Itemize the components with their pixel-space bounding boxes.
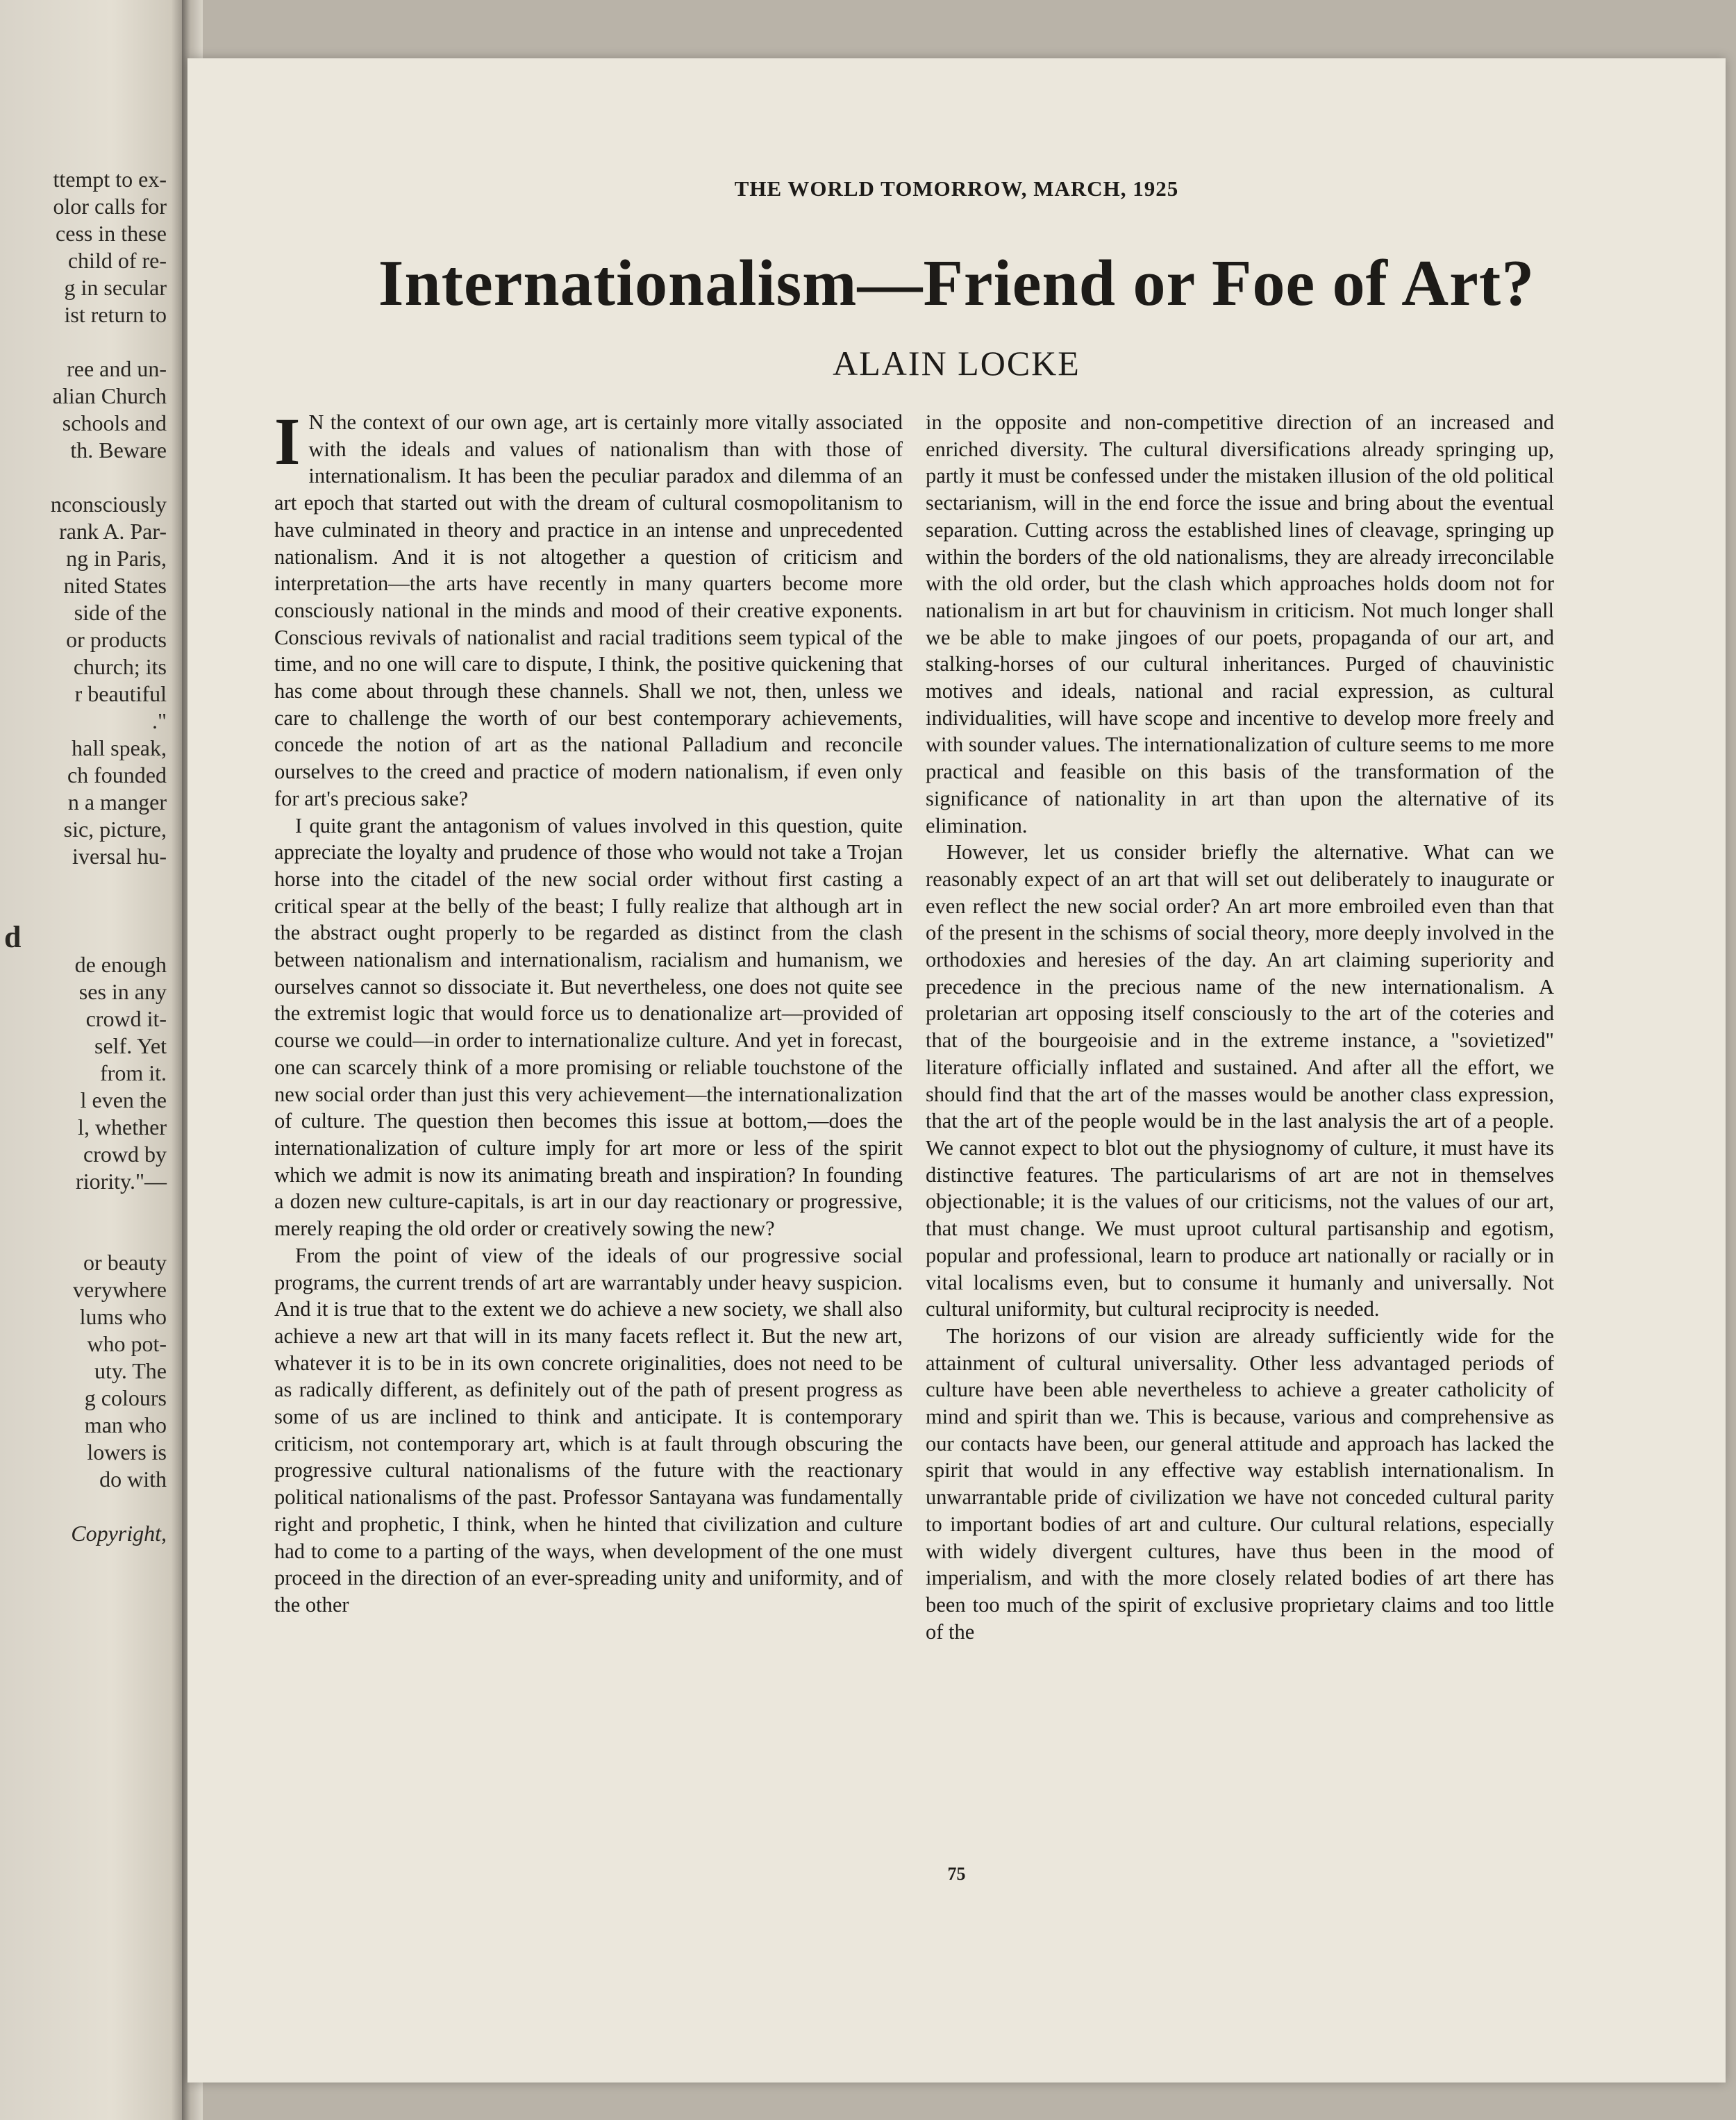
left-page-line: r beautiful bbox=[74, 681, 167, 706]
left-page-line: olor calls for bbox=[53, 194, 167, 219]
left-page-line: church; its bbox=[73, 654, 167, 679]
paragraph: From the point of view of the ideals of our progressive social programs, the current trends of art are warrantably under heavy suspicion. And it is true that to the extent we do achieve a new society, we shall also achieve a new art that will in its many facets reflect it. But the new art, whatever it is to be in its own concrete originalities, does not need to be as radically different, as definitely out of the path of present progress as some of us are inclined to think and anticipate. It is contemporary criticism, not contemporary art, which is at fault through obscuring the progressive cultural nationalisms of the future with the reactionary political nationalisms of the past. Professor Santayana was fundamentally right and prophetic, I think, when he hinted that civilization and culture had to come to a parting of the ways, when development of the one must proceed in the direction of an ever-spreading unity and uniformity, and of the other bbox=[274, 1243, 903, 1617]
left-page-line: ree and un- bbox=[67, 356, 167, 381]
left-page-line: alian Church bbox=[52, 383, 167, 408]
paragraph: The horizons of our vision are already sufficiently wide for the attainment of cultural universality. Other less advantaged periods of culture have been able nevertheless to achieve a greater catholicity of mind and spirit than we. This is because, various and comprehensive as our contacts have been, our general attitude and approach has lacked the spirit that would in any effective way establish internationalism. In unwarrantable pride of civilization we have not conceded cultural parity to important bodies of art and culture. Our cultural relations, especially with widely divergent cultures, have thus been in the mood of imperialism, and with the more closely related bodies of art there has been too much of the spirit of exclusive proprietary claims and too little of the bbox=[926, 1324, 1554, 1644]
left-page-line: man who bbox=[84, 1412, 167, 1437]
left-page-line: crowd by bbox=[83, 1142, 167, 1167]
article-title: Internationalism—Friend or Foe of Art? bbox=[378, 247, 1535, 319]
left-page-line: nited States bbox=[63, 573, 167, 598]
left-page-line: schools and bbox=[62, 410, 167, 435]
left-page-line: uty. The bbox=[94, 1358, 167, 1383]
left-page-line: iversal hu- bbox=[72, 844, 167, 869]
left-page-line: ." bbox=[151, 708, 167, 733]
paragraph: However, let us consider briefly the alternative. What can we reasonably expect of an art that will set out deliberately to inaugurate or even reflect the new social order? An art more embroiled even than that of the present in the schisms of social theory, more deeply involved in the orthodoxies and heresies of the day. An art claiming superiority and precedence in the precious name of the new internationalism. A proletarian art opposing itself consciously to the art of the coteries and that of the bourgeoisie and in the extreme instance, a "sovietized" literature officially inflated and sustained. And after all the effort, we should find that the art of the masses would be another class expression, that the art of the people would be in the last analysis the art of a people. We cannot expect to blot out the physiognomy of culture, it must have its distinctive features. The particularisms of art are not in themselves objectionable; it is the values of our criticisms, not the values of our art, that must change. We must uproot cultural partisanship and egotism, popular and professional, learn to produce art nationally or racially or in vital localisms even, but to consume it humanly and universally. Not cultural uniformity, but cultural reciprocity is needed. bbox=[926, 840, 1554, 1321]
left-page-line: d bbox=[4, 920, 22, 954]
left-page-line: riority."— bbox=[76, 1169, 167, 1194]
left-page-line: ses in any bbox=[78, 979, 167, 1004]
article-author: ALAIN LOCKE bbox=[833, 344, 1080, 383]
text-column-left bbox=[274, 404, 903, 1619]
left-page-line: de enough bbox=[74, 952, 167, 977]
left-page-line: verywhere bbox=[72, 1277, 167, 1302]
left-page-line: crowd it- bbox=[85, 1006, 167, 1031]
left-page-line: g in secular bbox=[64, 275, 167, 300]
left-page-line: who pot- bbox=[87, 1331, 167, 1356]
paragraph: in the opposite and non-competitive direction of an increased and enriched diversity. The cultural diversifications already springing up, partly it must be confessed under the mistaken illusion of the old political sectarianism, will in the end force the issue and bring about the eventual separation. Cutting across the established lines of cleavage, springing up within the borders of the old nationalisms, they are already irreconcilable with the old order, but the clash which approaches holds doom not for nationalism in art but for chauvinism in criticism. Not much longer shall we be able to make jingoes of our poets, propaganda of our art, and stalking-horses of our cultural inheritances. Purged of chauvinistic motives and ideals, national and racial expression, as cultural individualities, will have scope and incentive to develop more freely and with sounder values. The internationalization of culture seems to me more practical and feasible on this basis of the transformation of the significance of nationality in art than upon the alternative of its elimination. bbox=[926, 410, 1554, 837]
left-page-line: n a manger bbox=[67, 790, 167, 815]
page-number: 75 bbox=[947, 1864, 966, 1884]
left-page-line: side of the bbox=[74, 600, 167, 625]
left-page-line: l, whether bbox=[78, 1115, 167, 1140]
text-column-right bbox=[926, 409, 1554, 1645]
left-page-line: hall speak, bbox=[72, 735, 167, 760]
left-page-line: or beauty bbox=[83, 1250, 167, 1275]
drop-cap: I bbox=[274, 404, 301, 478]
left-page-line: ist return to bbox=[64, 302, 167, 327]
left-page-line: nconsciously bbox=[50, 492, 167, 517]
left-page-line: Copyright, bbox=[71, 1521, 167, 1546]
left-page-line: ng in Paris, bbox=[66, 546, 167, 571]
left-facing-page bbox=[0, 0, 186, 2120]
left-page-line: child of re- bbox=[67, 248, 167, 273]
left-page-line: g colours bbox=[84, 1385, 167, 1410]
magazine-page bbox=[187, 58, 1726, 2083]
left-page-line: ttempt to ex- bbox=[53, 167, 167, 192]
left-page-line: l even the bbox=[80, 1087, 167, 1112]
paragraph-text: N the context of our own age, art is certainly more vitally associated with the ideals and values of nationalism than with those of internationalism. It has been the peculiar paradox and dilemma of an art epoch that started out with the dream of cultural cosmopolitanism to have culminated in theory and practice in an intense and unprecedented nationalism. And it is not altogether a question of criticism and interpretation—the arts have recently in many quarters become more consciously national in the minds and mood of their creative exponents. Conscious revivals of nationalist and racial traditions seem typical of the time, and no one will care to dispute, I think, the positive quickening that has come about through these channels. Shall we not, then, unless we care to challenge the worth of our best contemporary achievements, concede the notion of art as the national Palladium and reconcile ourselves to the creed and practice of modern nationalism, if even only for art's precious sake? bbox=[274, 410, 903, 810]
left-page-line: ch founded bbox=[67, 762, 167, 787]
left-page-line: rank A. Par- bbox=[59, 519, 167, 544]
paragraph: I quite grant the antagonism of values involved in this question, quite appreciate the loyalty and prudence of those who would not take a Trojan horse into the citadel of the new social order without first casting a critical spear at the belly of the beast; I fully realize that although art in the abstract ought properly to be regarded as distinct from the clash between nationalism and internationalism, racialism and humanism, we ourselves cannot so dissociate it. But nevertheless, one does not quite see the extremist logic that would force us to denationalize art—provided of course we could—in order to internationalize culture. And yet in forecast, one can scarcely think of a more promising or reliable touchstone of the new social order than just this very achievement—the internationalization of culture. The question then becomes this issue at bottom,—does the internationalization of culture imply for art more or less of the spirit which we admit is now its animating breath and inspiration? In founding a dozen new culture-capitals, is art in our day reactionary or progressive, merely reaping the old order or creatively sowing the new? bbox=[274, 813, 903, 1241]
paragraph bbox=[274, 404, 903, 812]
left-page-line: from it. bbox=[100, 1060, 167, 1085]
left-page-line: do with bbox=[99, 1467, 167, 1492]
running-head: THE WORLD TOMORROW, MARCH, 1925 bbox=[734, 176, 1179, 201]
left-page-line: self. Yet bbox=[94, 1033, 167, 1058]
left-page-line: sic, picture, bbox=[63, 817, 167, 842]
left-page-line: lums who bbox=[79, 1304, 167, 1329]
left-page-line: th. Beware bbox=[70, 437, 167, 462]
left-page-line: lowers is bbox=[87, 1439, 167, 1464]
left-page-line: cess in these bbox=[56, 221, 167, 246]
left-page-line: or products bbox=[66, 627, 167, 652]
